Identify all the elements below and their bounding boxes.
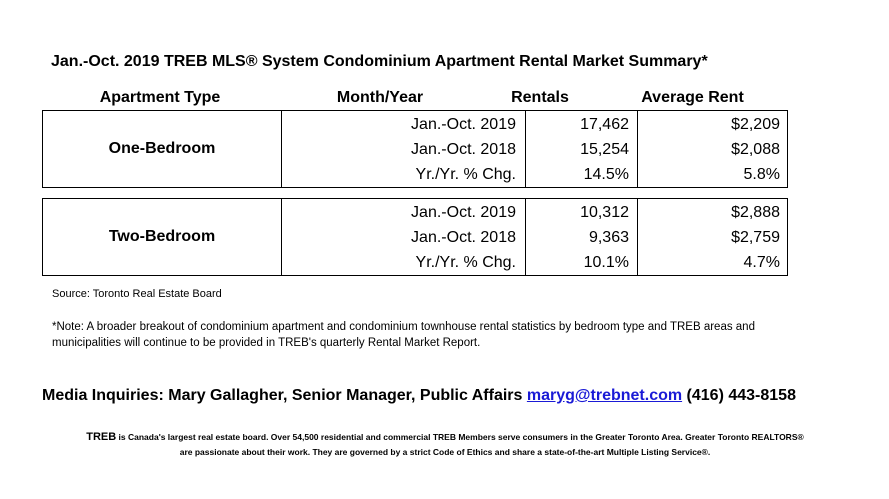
header-apartment-type: Apartment Type xyxy=(99,89,221,106)
rentals-cell: 10.1% xyxy=(583,254,629,271)
footer-line-1: is Canada's largest real estate board. Over 54,500 residential and commercial TREB Members serve consumers in the Greater Toronto Area. Greater Toronto REALTORS® xyxy=(118,432,804,442)
rentals-cell: 14.5% xyxy=(583,166,629,183)
media-inquiries xyxy=(42,387,796,405)
period-cell: Yr./Yr. % Chg. xyxy=(415,254,516,271)
one-bedroom-table-block xyxy=(42,110,788,188)
rentals-cell: 17,462 xyxy=(580,116,629,133)
header-rentals: Rentals xyxy=(511,89,569,106)
footer-brand: TREB xyxy=(86,431,117,443)
period-cell: Jan.-Oct. 2018 xyxy=(411,141,516,158)
rentals-cell: 15,254 xyxy=(580,141,629,158)
month-year-column xyxy=(281,199,526,275)
average-rent-cell: 5.8% xyxy=(743,166,780,183)
apartment-type-label: Two-Bedroom xyxy=(108,228,216,245)
average-rent-cell: $2,759 xyxy=(731,229,780,246)
period-cell: Yr./Yr. % Chg. xyxy=(415,166,516,183)
footnote: *Note: A broader breakout of condominium apartment and condominium townhouse rental statistics by bedroom type and TREB areas and municipalities will continue to be provided in TREB's quarterly Rental Market Report. xyxy=(52,321,755,349)
average-rent-column xyxy=(638,111,787,187)
period-cell: Jan.-Oct. 2019 xyxy=(411,116,516,133)
header-month-year: Month/Year xyxy=(336,89,424,106)
average-rent-cell: $2,088 xyxy=(731,141,780,158)
average-rent-column xyxy=(638,199,787,275)
email-link[interactable]: maryg@trebnet.com xyxy=(526,387,683,404)
average-rent-cell: 4.7% xyxy=(743,254,780,271)
period-cell: Jan.-Oct. 2018 xyxy=(411,229,516,246)
page-title: Jan.-Oct. 2019 TREB MLS® System Condominium Apartment Rental Market Summary* xyxy=(51,53,708,70)
month-year-column xyxy=(281,111,526,187)
rentals-column xyxy=(525,199,638,275)
footer-line-2: are passionate about their work. They are governed by a strict Code of Ethics and share a state-of-the-art Multiple Listing Service®. xyxy=(179,447,711,457)
apartment-type-label: One-Bedroom xyxy=(108,140,216,157)
average-rent-cell: $2,209 xyxy=(731,116,780,133)
rentals-column xyxy=(525,111,638,187)
header-average-rent: Average Rent xyxy=(641,89,744,106)
rentals-cell: 9,363 xyxy=(588,229,629,246)
average-rent-cell: $2,888 xyxy=(731,204,780,221)
media-phone: (416) 443-8158 xyxy=(686,387,796,404)
period-cell: Jan.-Oct. 2019 xyxy=(411,204,516,221)
two-bedroom-table-block xyxy=(42,198,788,276)
media-contact-text: Media Inquiries: Mary Gallagher, Senior Manager, Public Affairs xyxy=(42,387,523,404)
footer-disclaimer xyxy=(30,430,860,460)
rentals-cell: 10,312 xyxy=(580,204,629,221)
source-note: Source: Toronto Real Estate Board xyxy=(52,288,222,300)
